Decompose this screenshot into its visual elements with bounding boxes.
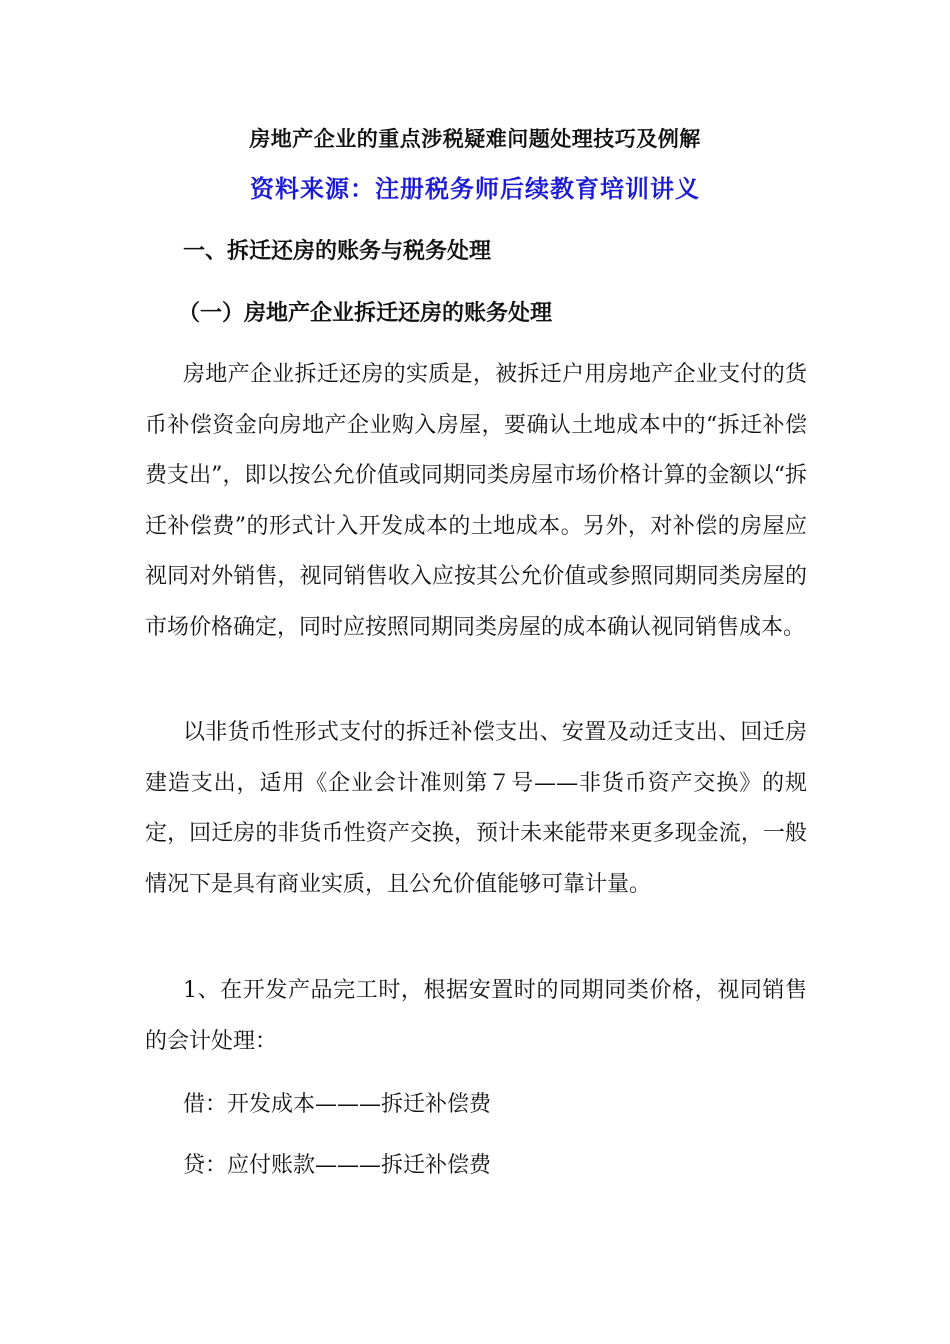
- paragraph-3: 1、在开发产品完工时，根据安置时的同期同类价格，视同销售的会计处理：: [145, 978, 807, 1054]
- journal-entry-credit: 贷：应付账款———拆迁补偿费: [183, 1153, 492, 1178]
- paragraph-1: 房地产企业拆迁还房的实质是，被拆迁户用房地产企业支付的货币补偿资金向房地产企业购入房屋，要确认土地成本中的“拆迁补偿费支出”，即以按公允价值或同期同类房屋市场价格计算的金额以“拆迁补偿费”的形式计入开发成本的土地成本。另外，对补偿的房屋应视同对外销售，视同销售收入应按其公允价值或参照同期同类房屋的市场价格确定，同时应按照同期同类房屋的成本确认视同销售成本。: [145, 362, 807, 640]
- paragraph-2: 以非货币性形式支付的拆迁补偿支出、安置及动迁支出、回迁房建造支出，适用《企业会计准则第７号——非货币资产交换》的规定，回迁房的非货币性资产交换，预计未来能带来更多现金流，一般情况下是具有商业实质，且公允价值能够可靠计量。: [145, 720, 807, 897]
- subsection-heading: （一）房地产企业拆迁还房的账务处理: [178, 300, 553, 326]
- journal-entry-debit: 借：开发成本———拆迁补偿费: [183, 1092, 492, 1117]
- document-title: 房地产企业的重点涉税疑难问题处理技巧及例解: [249, 126, 701, 151]
- section-heading: 一、拆迁还房的账务与税务处理: [183, 238, 492, 264]
- document-source-subtitle: 资料来源：注册税务师后续教育培训讲义: [250, 174, 700, 203]
